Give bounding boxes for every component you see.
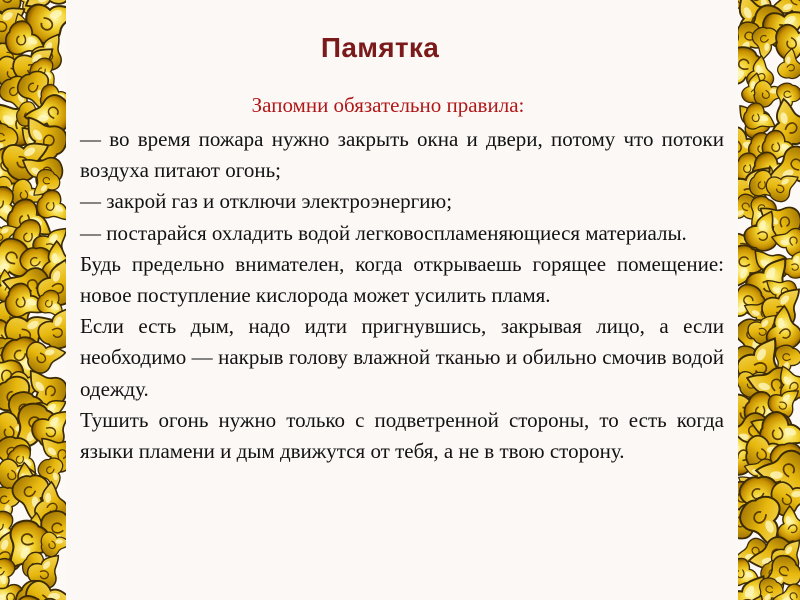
rules-heading: Запомни обязательно правила: [251, 93, 525, 117]
rules-body [80, 124, 724, 467]
rule-smoke-crouch: Если есть дым, надо идти пригнувшись, закрывая лицо, а если необходимо — накрыв голову влажной тканью и обильно смочив водой одежду. [80, 314, 724, 401]
rule-turn-off-gas: — закрой газ и отключи электроэнергию; [80, 189, 453, 214]
rule-close-windows: — во время пожара нужно закрыть окна и двери, потому что потоки воздуха питают огонь; [80, 127, 724, 183]
rule-open-room-carefully: Будь предельно внимателен, когда открываешь горящее помещение: новое поступление кислорода может усилить пламя. [80, 251, 724, 308]
rule-extinguish-upwind: Тушить огонь нужно только с подветренной стороны, то есть когда языки пламени и дым движутся от тебя, а не в твою сторону. [80, 407, 724, 464]
slide-title: Памятка [320, 32, 440, 63]
rule-cool-materials: — постарайся охладить водой легковоспламеняющиеся материалы. [80, 220, 687, 245]
